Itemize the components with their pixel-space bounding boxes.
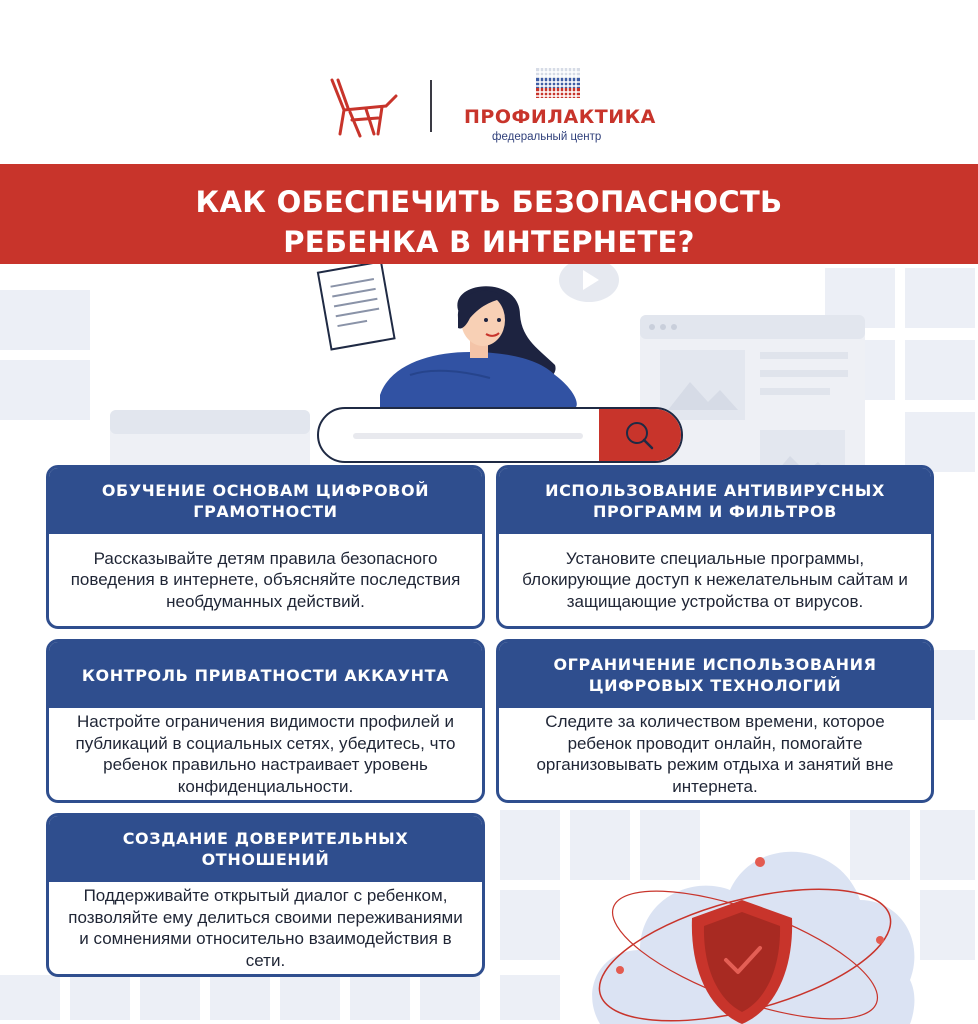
flag-grid-logo-icon: [536, 68, 580, 98]
search-bar: [317, 407, 683, 463]
card-title: СОЗДАНИЕ ДОВЕРИТЕЛЬНЫХ ОТНОШЕНИЙ: [49, 816, 482, 882]
search-icon: [599, 409, 681, 461]
card-text: Поддерживайте открытый диалог с ребенком, позволяйте ему делиться своими переживаниями и сомнениями относительно взаимодействия в сети.: [68, 886, 463, 970]
card-limit-technology: [496, 639, 934, 803]
card-account-privacy: [46, 639, 485, 803]
title-banner: [0, 164, 978, 264]
chair-logo-icon: [326, 76, 402, 138]
card-digital-literacy: [46, 465, 485, 629]
cloud-shield-illustration: [580, 800, 920, 1024]
page-title: [0, 182, 978, 262]
brand-name: ПРОФИЛАКТИКА: [464, 106, 656, 128]
card-title: ИСПОЛЬЗОВАНИЕ АНТИВИРУСНЫХ ПРОГРАММ И ФИЛЬТРОВ: [499, 468, 931, 534]
brand-subtitle: федеральный центр: [492, 131, 602, 143]
logo-divider: [430, 80, 432, 132]
card-antivirus: [496, 465, 934, 629]
page-title-line1: КАК ОБЕСПЕЧИТЬ БЕЗОПАСНОСТЬ: [195, 185, 783, 219]
card-text: Следите за количеством времени, которое ребенок проводит онлайн, помогайте организовывать режим отдыха и занятий вне интернета.: [536, 712, 894, 796]
search-field-placeholder: [353, 433, 583, 439]
page-title-line2: РЕБЕНКА В ИНТЕРНЕТЕ?: [283, 225, 695, 259]
search-button: [599, 409, 681, 461]
card-trust-relationships: [46, 813, 485, 977]
card-text: Настройте ограничения видимости профилей и публикаций в социальных сетях, убедитесь, что ребенок правильно настраивает уровень конфиденциальности.: [75, 712, 456, 796]
card-title: ОГРАНИЧЕНИЕ ИСПОЛЬЗОВАНИЯ ЦИФРОВЫХ ТЕХНОЛОГИЙ: [499, 642, 931, 708]
card-title: ОБУЧЕНИЕ ОСНОВАМ ЦИФРОВОЙ ГРАМОТНОСТИ: [49, 468, 482, 534]
card-text: Установите специальные программы, блокирующие доступ к нежелательным сайтам и защищающие устройства от вирусов.: [522, 548, 908, 611]
card-title: КОНТРОЛЬ ПРИВАТНОСТИ АККАУНТА: [49, 642, 482, 708]
card-text: Рассказывайте детям правила безопасного поведения в интернете, объясняйте последствия необдуманных действий.: [70, 548, 461, 611]
